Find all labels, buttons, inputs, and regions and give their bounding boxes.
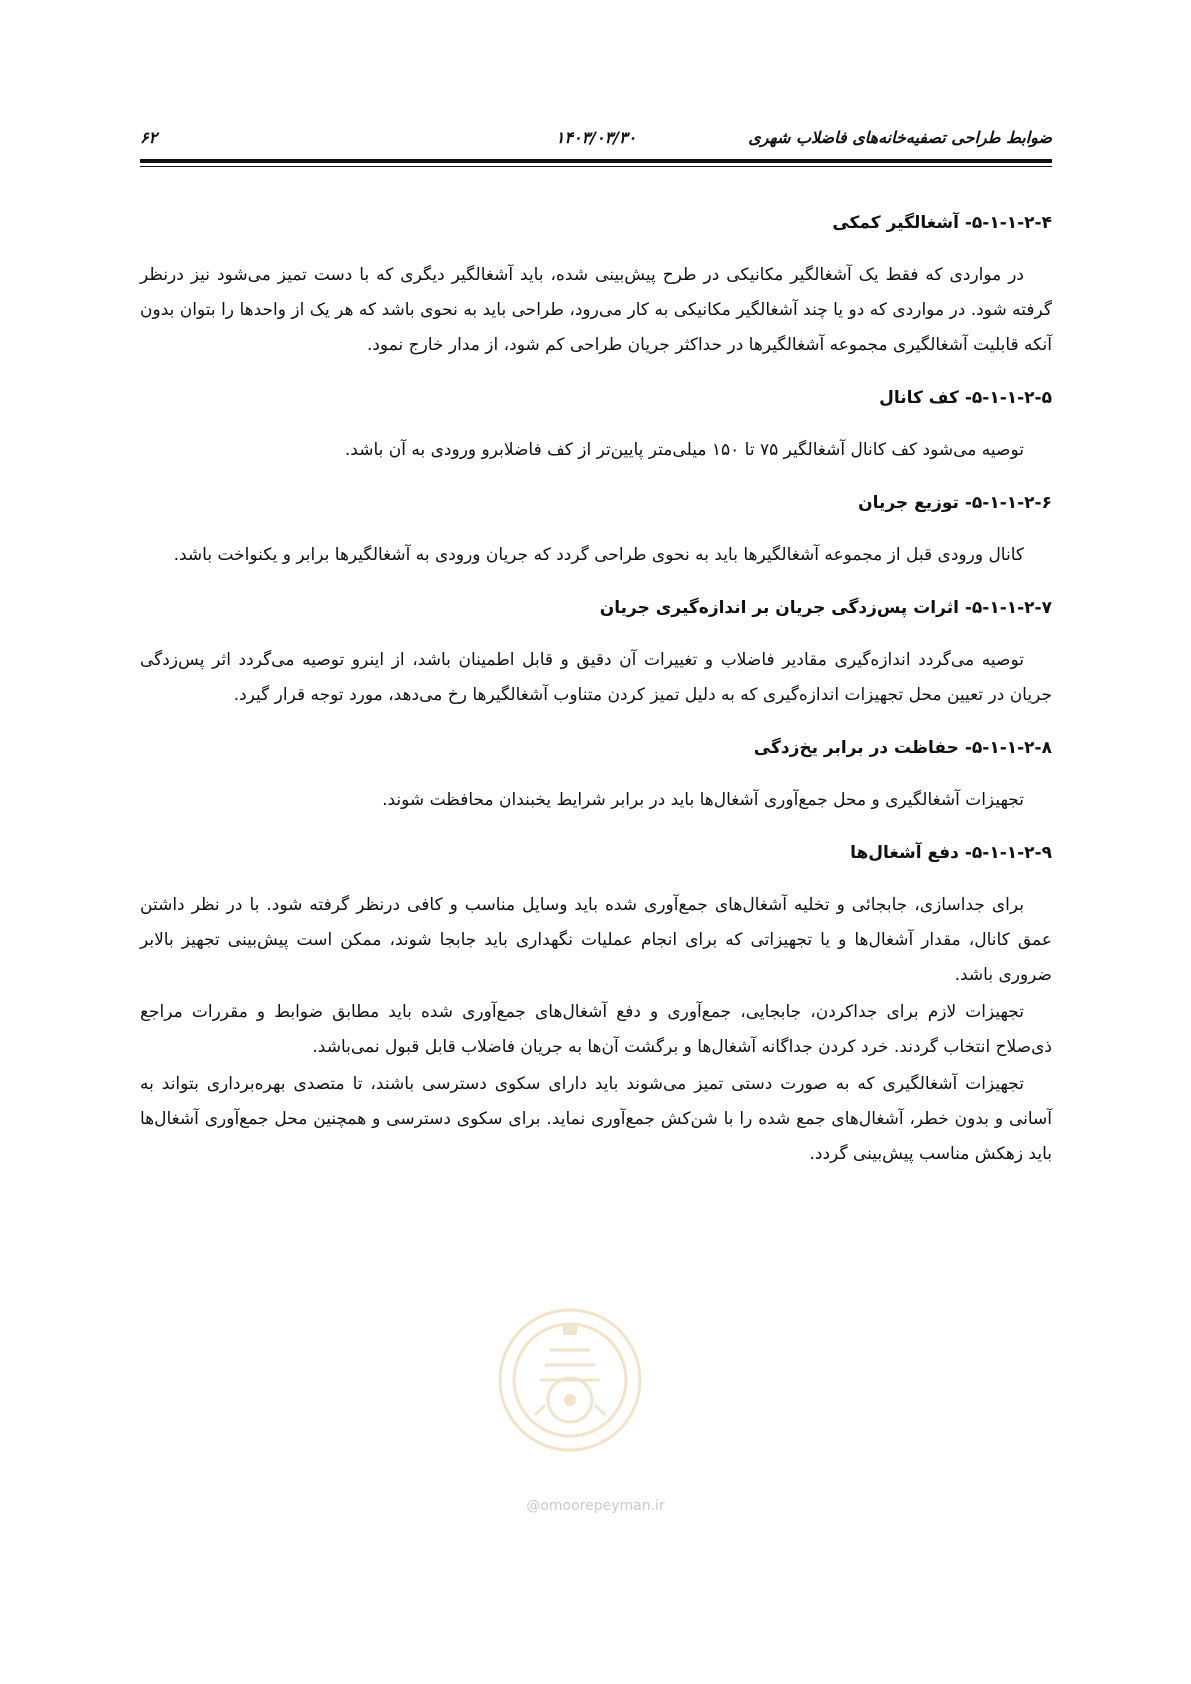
paragraph: در مواردی که فقط یک آشغالگیر مکانیکی در طرح پیش‌بینی شده، باید آشغالگیر دیگری که با دست تمیز می‌شود نیز درنظر گرفته شود. در مواردی که دو یا چند آشغالگیر مکانیکی به کار می‌رود، طراحی باید به نحوی باشد که هر یک از واحدها را بتوان بدون آنکه قابلیت آشغالگیری مجموعه آشغالگیرها در حداکثر جریان طراحی کم شود، از مدار خارج نمود. <box>140 265 1052 355</box>
paragraph: تجهیزات آشغالگیری و محل جمع‌آوری آشغال‌ها باید در برابر شرایط یخبندان محافظت شوند. <box>382 790 1024 810</box>
paragraph: برای جداسازی، جابجائی و تخلیه آشغال‌های جمع‌آوری شده باید وسایل مناسب و کافی درنظر گرفته شود. با در نظر داشتن عمق کانال، مقدار آشغال‌ها و یا تجهیزاتی که برای انجام عملیات نگهداری باید جابجا شوند، ممکن است پیش‌بینی تجهیز بالابر ضروری باشد. <box>140 895 1052 985</box>
section-heading: ۵-۱-۱-۲-۶- توزیع جریان <box>858 493 1052 513</box>
paragraph: تجهیزات آشغالگیری که به صورت دستی تمیز می‌شوند باید دارای سکوی دسترسی باشند، تا متصدی بهره‌برداری بتواند به آسانی و بدون خطر، آشغال‌های جمع شده را با شن‌کش جمع‌آوری نماید. برای سکوی دسترسی و همچنین محل جمع‌آوری آشغال‌ها باید زهکش مناسب پیش‌بینی گردد. <box>140 1074 1052 1164</box>
document-title: ضوابط طراحی تصفیه‌خانه‌های فاضلاب شهری <box>748 128 1052 147</box>
document-date: ۱۴۰۳/۰۳/۳۰ <box>555 128 637 147</box>
paragraph: کانال ورودی قبل از مجموعه آشغالگیرها باید به نحوی طراحی گردد که جریان ورودی به آشغالگیرها برابر و یکنواخت باشد. <box>173 545 1024 565</box>
watermark-logo-icon <box>495 1305 645 1455</box>
page-header <box>140 120 1052 160</box>
watermark-url: @omoorepeyman.ir <box>526 1498 665 1514</box>
paragraph: توصیه می‌گردد اندازه‌گیری مقادیر فاضلاب و تغییرات آن دقیق و قابل اطمینان باشد، از اینرو توصیه می‌گردد اثر پس‌زدگی جریان در تعیین محل تجهیزات اندازه‌گیری که به دلیل تمیز کردن متناوب آشغالگیرها رخ می‌دهد، مورد توجه قرار گیرد. <box>140 650 1052 705</box>
section-heading: ۵-۱-۱-۲-۸- حفاظت در برابر یخ‌زدگی <box>753 738 1052 758</box>
header-rule-thin <box>140 166 1052 167</box>
paragraph: تجهیزات لازم برای جداکردن، جابجایی، جمع‌آوری و دفع آشغال‌های جمع‌آوری شده باید مطابق ضوابط و مقررات مراجع ذی‌صلاح انتخاب گردند. خرد کردن جداگانه آشغال‌ها و برگشت آن‌ها به جریان فاضلاب قابل قبول نمی‌باشد. <box>140 1002 1052 1057</box>
paragraph: توصیه می‌شود کف کانال آشغالگیر ۷۵ تا ۱۵۰ میلی‌متر پایین‌تر از کف فاضلابرو ورودی به آن باشد. <box>344 440 1024 460</box>
page-number: ۶۲ <box>140 128 158 147</box>
header-rule-thick <box>140 159 1052 163</box>
section-heading: ۵-۱-۱-۲-۷- اثرات پس‌زدگی جریان بر اندازه‌گیری جریان <box>599 598 1052 618</box>
section-heading: ۵-۱-۱-۲-۵- کف کانال <box>879 388 1052 408</box>
section-heading: ۵-۱-۱-۲-۴- آشغالگیر کمکی <box>832 213 1052 233</box>
document-body <box>140 208 1052 1174</box>
section-heading: ۵-۱-۱-۲-۹- دفع آشغال‌ها <box>850 843 1052 863</box>
